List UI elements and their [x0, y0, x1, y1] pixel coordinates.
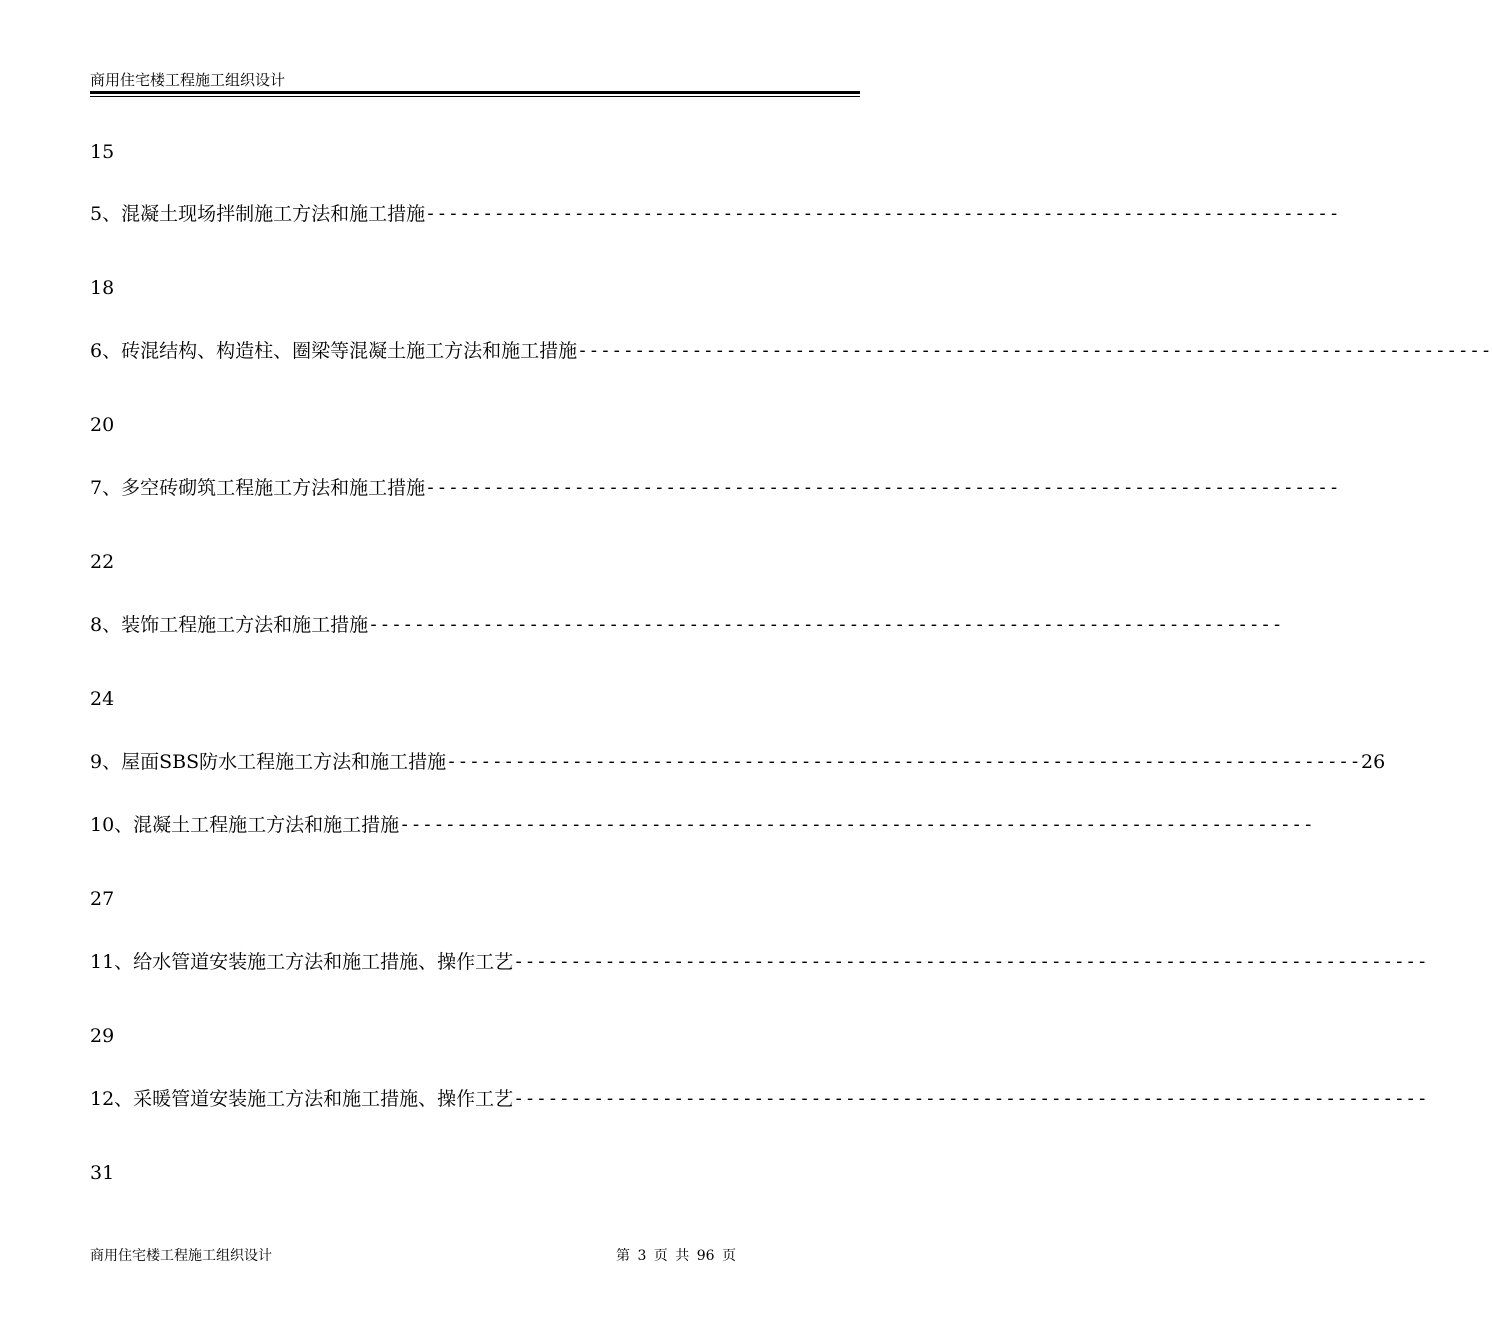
toc-entry[interactable] [90, 1083, 1429, 1115]
toc-dot-leader: -------------------------------------------------------------------------------- [513, 951, 1429, 972]
page-footer [90, 1244, 860, 1268]
toc-page-text: 27 [90, 888, 115, 910]
toc-dot-leader: -------------------------------------------------------------------------------- [368, 614, 1284, 635]
footer-page-number: 第 3 页 共 96 页 [616, 1248, 736, 1264]
toc-dot-leader: -------------------------------------------------------------------------------- [577, 340, 1492, 361]
toc-dot-leader: -------------------------------------------------------------------------------- [399, 814, 1315, 835]
toc-page-text: 24 [90, 688, 115, 710]
toc-entry[interactable] [90, 946, 1429, 978]
toc-entry-text: 10、混凝土工程施工方法和施工措施 [90, 814, 400, 836]
toc-page-number [90, 883, 860, 915]
toc-page-number [90, 1157, 860, 1189]
toc-page-text: 15 [90, 141, 115, 163]
toc-page-number [90, 1020, 860, 1052]
toc-entry-text: 5、混凝土现场拌制施工方法和施工措施 [90, 203, 426, 225]
toc-page-number [90, 272, 860, 304]
toc-entry[interactable] [90, 198, 1341, 230]
toc-dot-leader: -------------------------------------------------------------------------------- [446, 751, 1362, 772]
toc-entry[interactable] [90, 609, 1284, 641]
toc-dot-leader: -------------------------------------------------------------------------------- [513, 1088, 1429, 1109]
toc-page-text: 31 [90, 1162, 115, 1184]
toc-entry-page: 26 [1361, 751, 1386, 773]
toc-entry-text: 7、多空砖砌筑工程施工方法和施工措施 [90, 477, 426, 499]
toc-page-text: 20 [90, 414, 115, 436]
toc-entry[interactable] [90, 809, 1315, 841]
toc-page-number [90, 136, 860, 168]
toc-entry[interactable] [90, 335, 1492, 367]
toc-entry-text: 9、屋面SBS防水工程施工方法和施工措施 [90, 751, 447, 773]
toc-page-text: 29 [90, 1025, 115, 1047]
toc-page-number [90, 409, 860, 441]
toc-page-number [90, 546, 860, 578]
toc-dot-leader: -------------------------------------------------------------------------------- [425, 203, 1341, 224]
toc-page-text: 22 [90, 551, 115, 573]
page-header [90, 64, 860, 100]
toc-entry-text: 6、砖混结构、构造柱、圈梁等混凝土施工方法和施工措施 [90, 340, 578, 362]
toc-page-text: 18 [90, 277, 115, 299]
footer-title: 商用住宅楼工程施工组织设计 [90, 1248, 272, 1264]
toc-entry[interactable] [90, 746, 1386, 778]
toc-entry-text: 8、装饰工程施工方法和施工措施 [90, 614, 369, 636]
toc-dot-leader: -------------------------------------------------------------------------------- [425, 477, 1341, 498]
header-rule [90, 91, 860, 97]
toc-page-number [90, 683, 860, 715]
toc-entry-text: 12、采暖管道安装施工方法和施工措施、操作工艺 [90, 1088, 514, 1110]
toc-entry[interactable] [90, 472, 1341, 504]
header-title: 商用住宅楼工程施工组织设计 [90, 71, 286, 89]
toc-entry-text: 11、给水管道安装施工方法和施工措施、操作工艺 [90, 951, 514, 973]
